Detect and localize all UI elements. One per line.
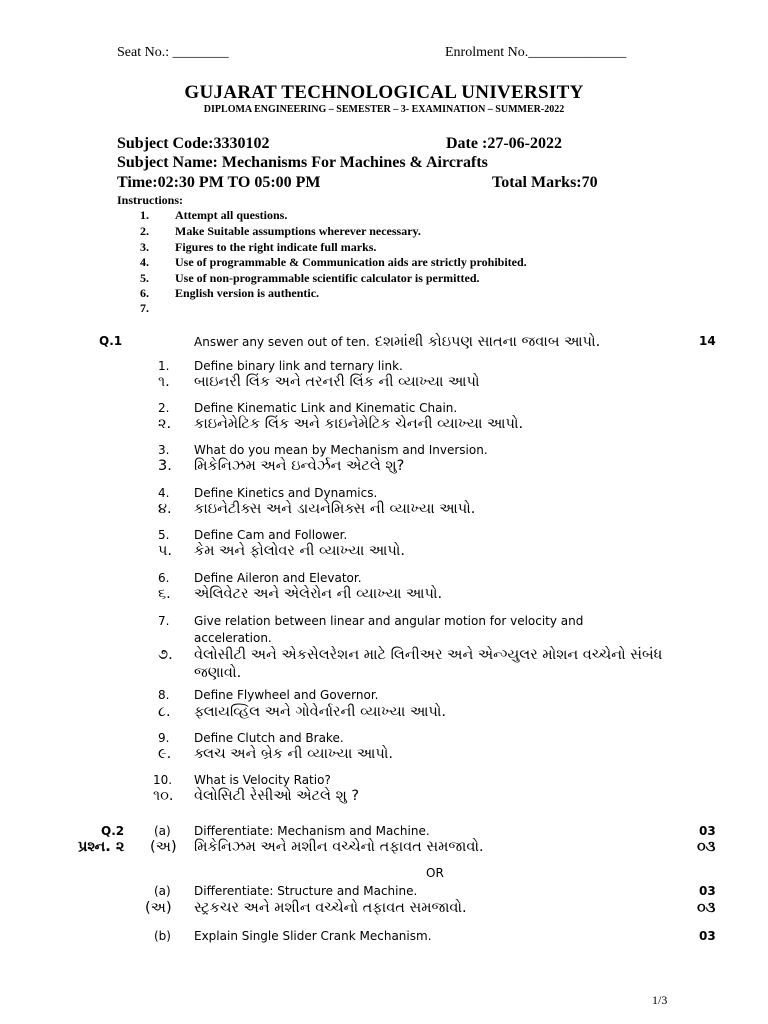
part-marks: 03 <box>699 929 716 943</box>
item-text-gu: વેલોસીટી અને એકસેલરેશન માટે લિનીઅર અને એન્ગ્યુલર મોશન વચ્ચેનો સંબંધ <box>194 647 663 663</box>
part-text-en: Differentiate: Structure and Machine. <box>194 884 418 898</box>
part-marks: 03 <box>699 824 716 838</box>
exam-line: DIPLOMA ENGINEERING – SEMESTER – 3- EXAMINATION – SUMMER-2022 <box>203 104 565 115</box>
exam-date: Date :27-06-2022 <box>446 135 562 152</box>
item-text-en: Define Kinematic Link and Kinematic Chain. <box>194 401 458 415</box>
part-label-gu: (અ) <box>145 900 172 916</box>
part-marks: 03 <box>699 884 716 898</box>
item-number: 3. <box>158 443 170 457</box>
item-number: 1. <box>158 359 170 373</box>
item-number-gu: ૭. <box>158 647 173 663</box>
question-marks: 14 <box>699 334 716 348</box>
item-text-gu-cont: જણાવો. <box>194 665 242 681</box>
item-number: 5. <box>158 528 170 542</box>
total-marks: Total Marks:70 <box>492 174 598 191</box>
question-instruction: Answer any seven out of ten. દશમાંથી કોઇપણ સાતના જવાબ આપો. <box>194 334 601 350</box>
part-text-en: Explain Single Slider Crank Mechanism. <box>194 929 432 943</box>
item-text-gu: વેલોસિટી રેસીઓ એટલે શુ ? <box>194 788 360 804</box>
item-text-en: What is Velocity Ratio? <box>194 773 331 787</box>
part-text-gu: સ્ટ્રકચર અને મશીન વચ્ચેનો તફાવત સમજાવો. <box>194 900 467 916</box>
item-text-en: Define binary link and ternary link. <box>194 359 403 373</box>
subject-code: Subject Code:3330102 <box>117 135 270 152</box>
item-text-en: What do you mean by Mechanism and Inversion. <box>194 443 488 457</box>
item-text-en-cont: acceleration. <box>194 631 272 645</box>
part-label: (a) <box>154 884 171 898</box>
item-text-gu: કાઇનેટીક્સ અને ડાયનેમિક્સ ની વ્યાખ્યા આપો. <box>194 501 476 517</box>
item-number-gu: ૧. <box>158 374 170 390</box>
instructions-heading: Instructions: <box>117 193 184 207</box>
item-text-gu: ક્લચ અને બ્રેક ની વ્યાખ્યા આપો. <box>194 746 393 762</box>
question-label: Q.1 <box>99 334 123 348</box>
item-number-gu: 3. <box>158 458 172 474</box>
item-text-gu: મિકેનિઝમ અને ઇન્વેર્ઝન એટલે શુ? <box>194 458 405 474</box>
item-text-en: Define Cam and Follower. <box>194 528 348 542</box>
item-number-gu: ૮. <box>158 704 171 720</box>
part-label: (b) <box>154 929 171 943</box>
enrolment-number: Enrolment No.______________ <box>445 45 627 60</box>
item-number-gu: ૧૦. <box>153 788 174 804</box>
item-number: 6. <box>158 571 170 585</box>
item-number-gu: પ. <box>158 543 173 559</box>
page-number: 1/3 <box>652 993 668 1007</box>
item-text-gu: કેમ અને ફોલોવર ની વ્યાખ્યા આપો. <box>194 543 405 559</box>
item-text-gu: ફ્લાયવ્હિલ અને ગોવેર્નારની વ્યાખ્યા આપો. <box>194 704 447 720</box>
item-number-gu: ૬. <box>158 586 171 602</box>
item-text-gu: એલિવેટર અને એલેરોન ની વ્યાખ્યા આપો. <box>194 586 443 602</box>
part-label: (a) <box>154 824 171 838</box>
item-number: 10. <box>153 773 173 787</box>
item-number-gu: ૨. <box>158 416 172 432</box>
item-text-en: Define Flywheel and Governor. <box>194 688 379 702</box>
item-number-gu: ૯. <box>158 746 172 762</box>
part-label-gu: (અ) <box>150 839 177 855</box>
part-text-en: Differentiate: Mechanism and Machine. <box>194 824 430 838</box>
item-number: 8. <box>158 688 170 702</box>
item-number: 4. <box>158 486 170 500</box>
question-label: Q.2 <box>101 824 125 838</box>
or-separator: OR <box>426 866 444 880</box>
item-number: 7. <box>158 614 170 628</box>
item-text-en: Define Clutch and Brake. <box>194 731 344 745</box>
item-number-gu: ૪. <box>158 501 172 517</box>
university-title: GUJARAT TECHNOLOGICAL UNIVERSITY <box>184 82 584 103</box>
part-marks-gu: ૦૩ <box>697 839 716 855</box>
question-label-gu: પ્રશ્ન. ૨ <box>78 839 125 855</box>
seat-number: Seat No.: ________ <box>117 45 229 60</box>
item-text-en: Give relation between linear and angular motion for velocity and <box>194 614 584 628</box>
subject-name: Subject Name: Mechanisms For Machines & Aircrafts <box>117 154 488 171</box>
item-text-gu: બાઇનરી લિંક અને તરનરી લિંક ની વ્યાખ્યા આપો <box>194 374 480 390</box>
item-number: 9. <box>158 731 170 745</box>
exam-time: Time:02:30 PM TO 05:00 PM <box>117 174 321 191</box>
item-text-en: Define Aileron and Elevator. <box>194 571 362 585</box>
part-text-gu: મિકેનિઝમ અને મશીન વચ્ચેનો તફાવત સમજાવો. <box>194 839 484 855</box>
item-text-en: Define Kinetics and Dynamics. <box>194 486 378 500</box>
item-number: 2. <box>158 401 170 415</box>
item-text-gu: કાઇનેમેટિક લિંક અને કાઇનેમેટિક ચેનની વ્યાખ્યા આપો. <box>194 416 524 432</box>
part-marks-gu: ૦૩ <box>697 900 716 916</box>
